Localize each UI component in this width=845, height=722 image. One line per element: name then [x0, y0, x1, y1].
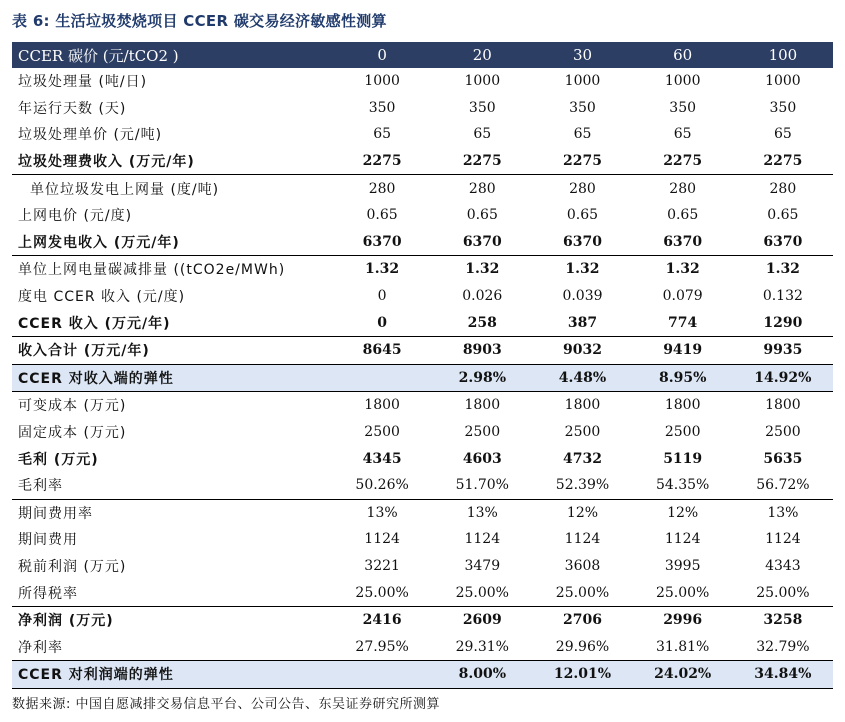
row-value: [332, 661, 432, 689]
table-row: [12, 283, 833, 310]
row-label: 税前利润 (万元): [18, 558, 127, 575]
table-row: [12, 472, 833, 499]
row-value: 1000: [364, 73, 400, 90]
row-value: 280: [733, 175, 833, 202]
table-title: 表 6: 生活垃圾焚烧项目 CCER 碳交易经济敏感性测算: [12, 12, 387, 30]
row-value: 6370: [563, 233, 602, 250]
row-value: 65: [373, 126, 392, 143]
row-value: 34.84%: [733, 661, 833, 689]
row-value: 65: [473, 126, 492, 143]
row-value: 9032: [532, 336, 632, 364]
row-value: 6370: [663, 233, 703, 250]
row-label: 单位上网电量碳减排量 ((tCO2e/MWh): [12, 256, 332, 283]
row-value: 12%: [633, 499, 733, 526]
row-value: 1000: [564, 73, 601, 90]
table-row: [12, 661, 833, 689]
row-value: 2609: [432, 606, 532, 633]
row-value: 280: [633, 175, 733, 202]
row-value: 350: [769, 99, 797, 116]
row-label: 收入合计 (万元/年): [12, 336, 332, 364]
row-value: 5119: [663, 450, 703, 467]
table-header-row: [12, 42, 833, 68]
row-value: 1.32: [733, 256, 833, 283]
row-label: 单位垃圾发电上网量 (度/吨): [12, 175, 332, 202]
row-label: 上网电价 (元/度): [18, 208, 133, 225]
row-value: 4732: [563, 450, 602, 467]
row-value: 3608: [564, 557, 601, 574]
row-value: 29.31%: [455, 638, 509, 655]
table-row: [12, 606, 833, 633]
row-label: 净利率: [18, 639, 63, 656]
table-row: [12, 309, 833, 336]
row-value: 4343: [765, 557, 801, 574]
table-row: [12, 499, 833, 526]
row-value: 51.70%: [455, 477, 509, 494]
row-label: CCER 收入 (万元/年): [18, 315, 171, 332]
row-value: 0.079: [662, 288, 703, 305]
row-value: 350: [669, 99, 697, 116]
table-row: [12, 229, 833, 256]
row-value: 65: [573, 126, 592, 143]
row-label: 所得税率: [18, 585, 78, 602]
row-value: 50.26%: [355, 477, 409, 494]
header-price-30: 30: [532, 42, 632, 68]
row-value: 4603: [462, 450, 502, 467]
row-value: 56.72%: [756, 477, 810, 494]
row-value: 0.65: [767, 207, 799, 224]
row-value: 350: [368, 99, 396, 116]
table-row: [12, 526, 833, 553]
row-label: 上网发电收入 (万元/年): [18, 234, 180, 251]
row-value: 1800: [432, 392, 532, 419]
row-value: 1124: [364, 531, 400, 548]
table-row: [12, 579, 833, 606]
source-note: 数据来源: 中国自愿减排交易信息平台、公司公告、东吴证券研究所测算: [12, 697, 441, 712]
row-value: 0: [377, 288, 387, 305]
row-value: 2275: [763, 153, 803, 170]
row-value: 8903: [432, 336, 532, 364]
row-label: CCER 对利润端的弹性: [12, 661, 332, 689]
row-value: 25.00%: [355, 584, 409, 601]
header-price-60: 60: [633, 42, 733, 68]
table-row: [12, 256, 833, 283]
row-value: 6370: [462, 233, 502, 250]
row-value: 25.00%: [756, 584, 810, 601]
row-value: 350: [569, 99, 596, 116]
row-value: 9419: [633, 336, 733, 364]
row-value: 4345: [362, 450, 402, 467]
row-value: 0.65: [366, 207, 398, 224]
row-value: 1124: [765, 531, 801, 548]
row-value: [332, 364, 432, 392]
table-row: [12, 175, 833, 202]
row-value: 1.32: [332, 256, 432, 283]
row-value: 2500: [564, 424, 601, 441]
row-value: 3221: [364, 557, 400, 574]
row-value: 4.48%: [532, 364, 632, 392]
row-value: 1290: [763, 314, 803, 331]
row-value: 1.32: [532, 256, 632, 283]
table-row: [12, 633, 833, 660]
row-label: 固定成本 (万元): [18, 425, 127, 442]
row-label: 毛利 (万元): [18, 451, 99, 468]
row-value: 1800: [532, 392, 632, 419]
row-label: 年运行天数 (天): [18, 100, 127, 117]
row-value: 1000: [664, 73, 701, 90]
row-label: 可变成本 (万元): [12, 392, 332, 419]
row-label: CCER 对收入端的弹性: [12, 364, 332, 392]
row-label: 度电 CCER 收入 (元/度): [18, 289, 186, 306]
row-value: 54.35%: [655, 477, 710, 494]
row-label: 期间费用: [18, 532, 78, 549]
header-price-100: 100: [733, 42, 833, 68]
row-value: 5635: [763, 450, 803, 467]
row-value: 1800: [633, 392, 733, 419]
row-value: 280: [432, 175, 532, 202]
row-value: 280: [532, 175, 632, 202]
row-value: 32.79%: [756, 638, 810, 655]
row-value: 1124: [664, 531, 701, 548]
table-row: [12, 364, 833, 392]
table-row: [12, 121, 833, 148]
row-value: 52.39%: [555, 477, 610, 494]
row-value: 1124: [464, 531, 501, 548]
row-value: 774: [668, 314, 698, 331]
row-value: 65: [773, 126, 792, 143]
row-value: 0.65: [667, 207, 699, 224]
table-row: [12, 553, 833, 580]
row-value: 25.00%: [555, 584, 610, 601]
row-value: 350: [468, 99, 496, 116]
row-value: 2275: [663, 153, 703, 170]
row-value: 2706: [532, 606, 632, 633]
header-price-20: 20: [432, 42, 532, 68]
row-value: 13%: [432, 499, 532, 526]
table-row: [12, 68, 833, 95]
table-row: [12, 445, 833, 472]
row-value: 13%: [733, 499, 833, 526]
row-value: 8.95%: [633, 364, 733, 392]
row-value: 1800: [733, 392, 833, 419]
row-value: 2275: [462, 153, 502, 170]
row-value: 65: [673, 126, 692, 143]
row-label: 净利润 (万元): [12, 606, 332, 633]
table-row: [12, 202, 833, 229]
header-price-0: 0: [332, 42, 432, 68]
row-label: 毛利率: [18, 478, 63, 495]
row-value: 8.00%: [432, 661, 532, 689]
row-value: 0.039: [562, 288, 603, 305]
row-value: 2500: [364, 424, 400, 441]
row-value: 0.132: [762, 288, 803, 305]
row-value: 2996: [633, 606, 733, 633]
row-label: 垃圾处理费收入 (万元/年): [18, 154, 195, 171]
row-value: 2275: [362, 153, 402, 170]
row-label: 垃圾处理量 (吨/日): [18, 74, 148, 91]
row-value: 3258: [733, 606, 833, 633]
row-value: 25.00%: [655, 584, 710, 601]
row-value: 13%: [332, 499, 432, 526]
row-value: 2.98%: [432, 364, 532, 392]
row-value: 8645: [332, 336, 432, 364]
row-value: 12.01%: [532, 661, 632, 689]
row-value: 29.96%: [555, 638, 610, 655]
row-value: 1800: [332, 392, 432, 419]
row-value: 1000: [765, 73, 801, 90]
row-value: 1.32: [633, 256, 733, 283]
row-value: 258: [467, 314, 497, 331]
row-value: 24.02%: [633, 661, 733, 689]
row-value: 2416: [332, 606, 432, 633]
header-price-label: CCER 碳价 (元/tCO2 ): [12, 42, 332, 68]
table-row: [12, 95, 833, 122]
row-value: 0: [377, 314, 387, 331]
sensitivity-table: [12, 42, 833, 689]
row-value: 14.92%: [733, 364, 833, 392]
table-row: [12, 336, 833, 364]
row-value: 280: [332, 175, 432, 202]
row-label: 垃圾处理单价 (元/吨): [18, 127, 163, 144]
table-row: [12, 392, 833, 419]
row-value: 387: [567, 314, 598, 331]
row-value: 3995: [664, 557, 701, 574]
row-value: 2500: [664, 424, 701, 441]
row-value: 0.026: [462, 288, 503, 305]
table-row: [12, 148, 833, 175]
row-value: 31.81%: [655, 638, 710, 655]
row-value: 1124: [564, 531, 601, 548]
row-label: 期间费用率: [12, 499, 332, 526]
row-value: 25.00%: [455, 584, 509, 601]
table-row: [12, 419, 833, 446]
row-value: 2500: [464, 424, 501, 441]
row-value: 6370: [763, 233, 803, 250]
table-body: [12, 68, 833, 688]
row-value: 1000: [464, 73, 501, 90]
row-value: 27.95%: [355, 638, 409, 655]
row-value: 1.32: [432, 256, 532, 283]
row-value: 2275: [563, 153, 602, 170]
row-value: 12%: [532, 499, 632, 526]
row-value: 6370: [362, 233, 402, 250]
row-value: 0.65: [566, 207, 599, 224]
row-value: 2500: [765, 424, 801, 441]
row-value: 3479: [464, 557, 501, 574]
row-value: 9935: [733, 336, 833, 364]
row-value: 0.65: [466, 207, 498, 224]
